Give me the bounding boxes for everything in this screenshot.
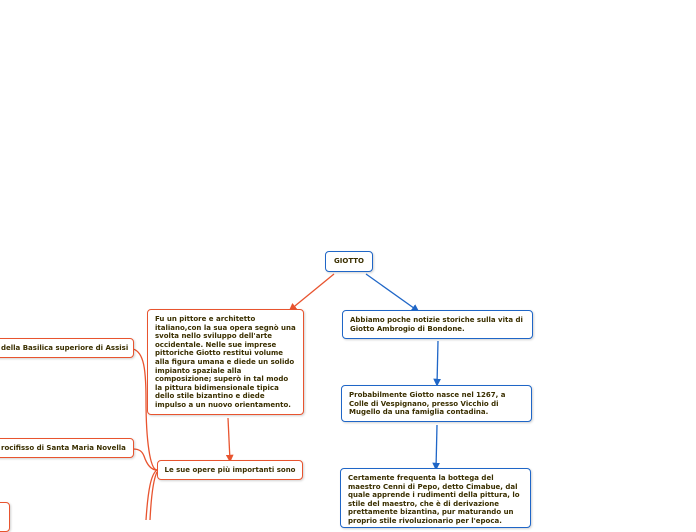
root-label: GIOTTO [334, 257, 364, 265]
works-heading-text: Le sue opere più importanti sono [164, 466, 296, 474]
work-node-crocifisso[interactable] [0, 438, 134, 458]
connector-root-to-note-1 [366, 274, 418, 311]
work-node-basilica[interactable] [0, 338, 134, 358]
connector-note-1-to-note-2 [437, 341, 438, 385]
note-text-1: Abbiamo poche notizie storiche sulla vita di Giotto Ambrogio di Bondone. [350, 316, 523, 333]
work-text-crocifisso: rocifisso di Santa Maria Novella [1, 444, 126, 452]
works-heading-node[interactable] [157, 460, 303, 480]
note-node-2[interactable] [341, 385, 532, 422]
connector-works-to-offscreen-2 [150, 472, 157, 520]
root-node[interactable] [325, 251, 373, 272]
note-text-2: Probabilmente Giotto nasce nel 1267, a Colle di Vespignano, presso Vicchio di Mugello da una famiglia contadina. [349, 391, 506, 417]
note-node-3[interactable] [340, 468, 531, 528]
note-node-1[interactable] [342, 310, 533, 339]
connector-note-2-to-note-3 [436, 425, 437, 469]
connector-root-to-description [290, 274, 334, 310]
description-text: Fu un pittore e architetto italiano,con la sua opera segnò una svolta nello sviluppo dell'arte occidentale. Nelle sue imprese pittoriche Giotto restituì volume alla figura umana e diede un solido impianto spaziale alla composizione; superò in tal modo la pittura bidimensionale tipica dello stile bizantino e diede impulso a un nuovo orientamento. [155, 315, 296, 409]
note-text-3: Certamente frequenta la bottega del maestro Cenni di Pepo, detto Cimabue, dal quale apprende i rudimenti della pittura, lo stile del maestro, che è di derivazione prettamente bizantina, pur maturando un proprio stile rivoluzionario per l'epoca. [348, 474, 520, 525]
connector-description-to-works [228, 418, 230, 461]
work-text-basilica: della Basilica superiore di Assisi [1, 344, 129, 352]
work-node-partial[interactable] [0, 502, 10, 532]
description-node[interactable] [147, 309, 304, 415]
